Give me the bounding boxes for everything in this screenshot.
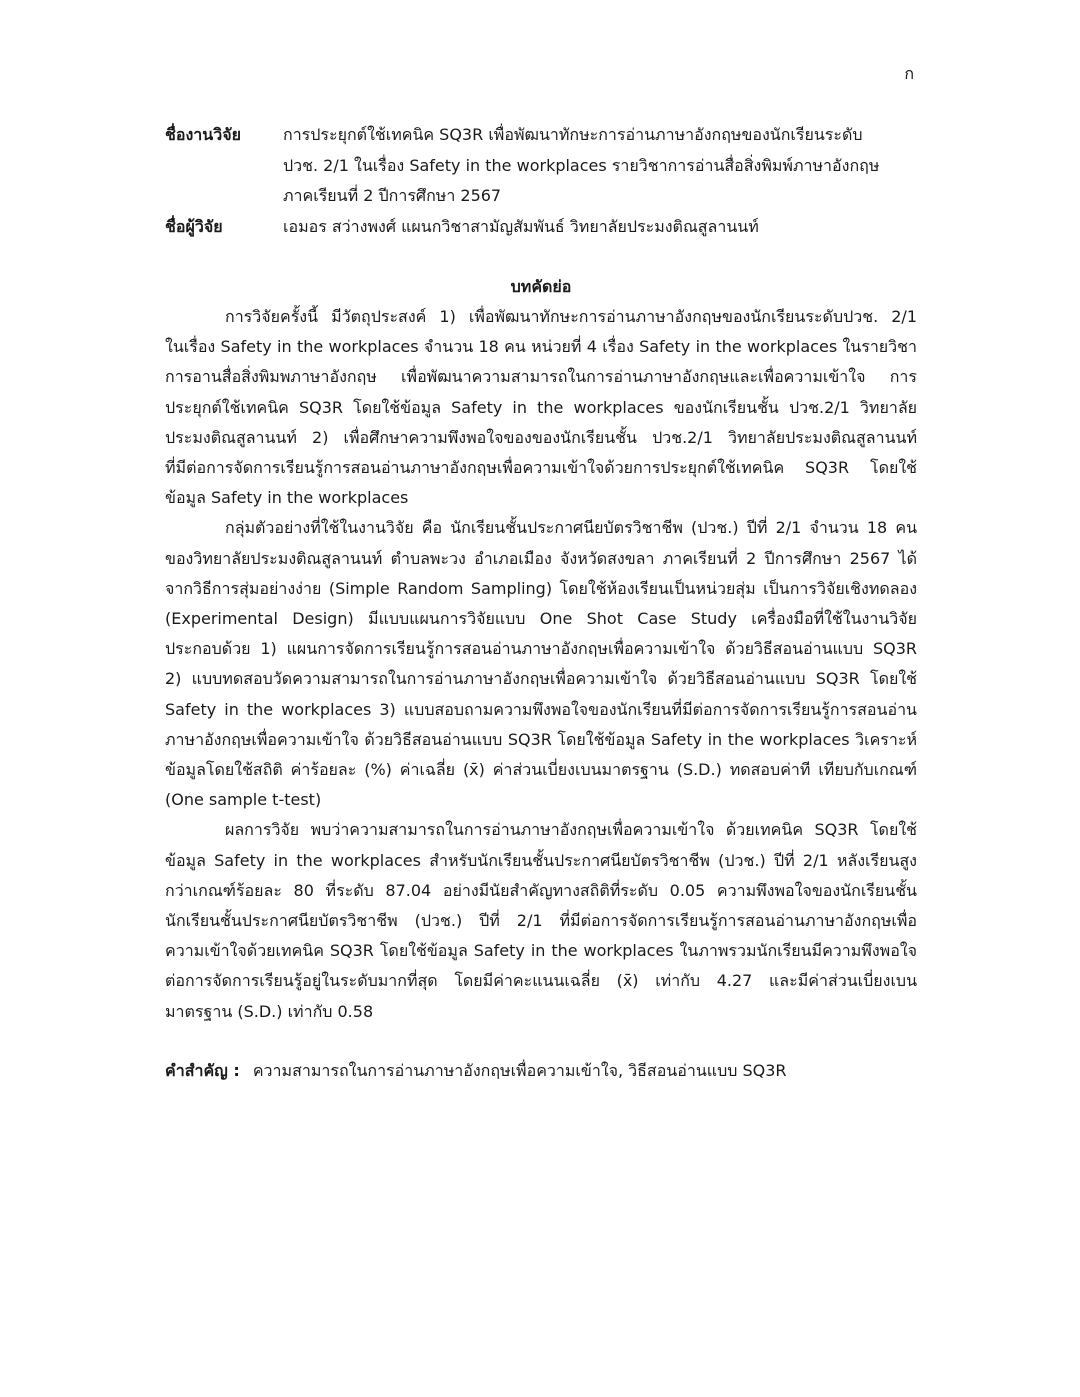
- abstract-body: [165, 302, 917, 1027]
- paragraph-line: จากวิธีการสุ่มอย่างง่าย (Simple Random Sampling) โดยใช้ห้องเรียนเป็นหน่วยสุ่ม เป็นการวิจัยเชิงทดลอง: [165, 578, 917, 598]
- paragraph-line: ข้อมูล Safety in the workplaces สำหรับนักเรียนชั้นประกาศนียบัตรวิชาชีพ (ปวช.) ปีที่ 2/1 หลังเรียนสูง: [165, 850, 917, 870]
- paragraph-line: ภาษาอังกฤษเพื่อความเข้าใจ ด้วยวิธีสอนอ่านแบบ SQ3R โดยใช้ข้อมูล Safety in the workplaces วิเคราะห์: [165, 729, 917, 749]
- abstract-paragraph-results: [165, 815, 917, 1026]
- researcher-value: เอมอร สว่างพงศ์ แผนกวิชาสามัญสัมพันธ์ วิทยาลัยประมงติณสูลานนท์: [283, 216, 759, 236]
- paragraph-line: นักเรียนชั้นประกาศนียบัตรวิชาชีพ (ปวช.) ปีที่ 2/1 ที่มีต่อการจัดการเรียนรู้การสอนอ่านภาษาอังกฤษเพื่อ: [165, 911, 917, 931]
- keywords: [165, 1056, 917, 1086]
- paragraph-line: Safety in the workplaces 3) แบบสอบถามความพึงพอใจของนักเรียนที่มีต่อการจัดการเรียนรู้การสอนอ่าน: [165, 699, 917, 719]
- paragraph-line: ความเข้าใจด้วยเทคนิค SQ3R โดยใช้ข้อมูล Safety in the workplaces ในภาพรวมนักเรียนมีความพึงพอใจ: [165, 941, 917, 961]
- paragraph-line: ประยุกต์ใช้เทคนิค SQ3R โดยใช้ข้อมูล Safety in the workplaces ของนักเรียนชั้น ปวช.2/1 วิทยาลัย: [165, 397, 917, 417]
- keywords-label: คำสำคัญ :: [165, 1061, 240, 1080]
- research-meta: [165, 120, 917, 242]
- researcher-row: [165, 212, 917, 243]
- paragraph-line: การอานสื่อสิ่งพิมพภาษาอังกฤษ เพื่อพัฒนาความสามารถในการอ่านภาษาอังกฤษและเพื่อความเข้าใจ การ: [165, 367, 917, 387]
- paragraph-line: (Experimental Design) มีแบบแผนการวิจัยแบบ One Shot Case Study เครื่องมือที่ใช้ในงานวิจัย: [165, 609, 917, 629]
- paragraph-line: ข้อมูลโดยใช้สถิติ ค่าร้อยละ (%) ค่าเฉลี่ย (x̄) ค่าส่วนเบี่ยงเบนมาตรฐาน (S.D.) ทดสอบค่าที เทียบกับเกณฑ์: [165, 760, 917, 780]
- paragraph-line: ข้อมูล Safety in the workplaces: [165, 488, 409, 508]
- research-title-line: ภาคเรียนที่ 2 ปีการศึกษา 2567: [283, 186, 502, 205]
- paragraph-line: ประกอบด้วย 1) แผนการจัดการเรียนรู้การสอนอ่านภาษาอังกฤษเพื่อความเข้าใจ ด้วยวิธีสอนอ่านแบบ SQ3R: [165, 639, 917, 659]
- abstract-paragraph-sample: [165, 513, 917, 815]
- keywords-value: ความสามารถในการอ่านภาษาอังกฤษเพื่อความเข้าใจ, วิธีสอนอ่านแบบ SQ3R: [252, 1061, 787, 1080]
- abstract-heading: บทคัดย่อ: [510, 277, 572, 296]
- research-title-line: ปวช. 2/1 ในเรื่อง Safety in the workplaces รายวิชาการอ่านสื่อสิ่งพิมพ์ภาษาอังกฤษ: [283, 155, 880, 175]
- paragraph-line: กว่าเกณฑ์ร้อยละ 80 ที่ระดับ 87.04 อย่างมีนัยสำคัญทางสถิติที่ระดับ 0.05 ความพึงพอใจของนักเรียนชั้น: [165, 880, 917, 900]
- paragraph-line: มาตรฐาน (S.D.) เท่ากับ 0.58: [165, 1001, 374, 1021]
- research-title-label: ชื่องานวิจัย: [165, 125, 241, 144]
- paragraph-line: (One sample t-test): [165, 790, 322, 810]
- paragraph-line: ที่มีต่อการจัดการเรียนรู้การสอนอ่านภาษาอังกฤษเพื่อความเข้าใจด้วยการประยุกต์ใช้เทคนิค SQ3R โดยใช้: [165, 458, 917, 478]
- abstract-paragraph-objectives: [165, 302, 917, 513]
- paragraph-line: กลุ่มตัวอย่างที่ใช้ในงานวิจัย คือ นักเรียนชั้นประกาศนียบัตรวิชาชีพ (ปวช.) ปีที่ 2/1 จำนวน 18 คน: [225, 518, 917, 538]
- research-title-value: [283, 120, 917, 212]
- research-title-row: [165, 120, 917, 212]
- paragraph-line: 2) แบบทดสอบวัดความสามารถในการอ่านภาษาอังกฤษเพื่อความเข้าใจ ด้วยวิธีสอนอ่านแบบ SQ3R โดยใช้: [165, 669, 917, 689]
- researcher-label: ชื่อผู้วิจัย: [165, 216, 223, 236]
- paragraph-line: ประมงติณสูลานนท์ 2) เพื่อศึกษาความพึงพอใจของของนักเรียนชั้น ปวช.2/1 วิทยาลัยประมงติณสูลานนท์: [165, 427, 917, 447]
- paragraph-line: ผลการวิจัย พบว่าความสามารถในการอ่านภาษาอังกฤษเพื่อความเข้าใจ ด้วยเทคนิค SQ3R โดยใช้: [225, 820, 917, 840]
- research-title-line: การประยุกต์ใช้เทคนิค SQ3R เพื่อพัฒนาทักษะการอ่านภาษาอังกฤษของนักเรียนระดับ: [283, 125, 863, 144]
- paragraph-line: การวิจัยครั้งนี้ มีวัตถุประสงค์ 1) เพื่อพัฒนาทักษะการอ่านภาษาอังกฤษของนักเรียนระดับปวช. 2/1: [225, 307, 917, 326]
- page-number: ก: [904, 64, 914, 83]
- paragraph-line: ของวิทยาลัยประมงติณสูลานนท์ ตำบลพะวง อำเภอเมือง จังหวัดสงขลา ภาคเรียนที่ 2 ปีการศึกษา 2567 ได้: [165, 548, 917, 568]
- paragraph-line: ต่อการจัดการเรียนรู้อยู่ในระดับมากที่สุด โดยมีค่าคะแนนเฉลี่ย (x̄) เท่ากับ 4.27 และมีค่าส่วนเบี่ยงเบน: [165, 971, 917, 991]
- paragraph-line: ในเรื่อง Safety in the workplaces จำนวน 18 คน หน่วยที่ 4 เรื่อง Safety in the workplaces ในรายวิชา: [165, 337, 917, 357]
